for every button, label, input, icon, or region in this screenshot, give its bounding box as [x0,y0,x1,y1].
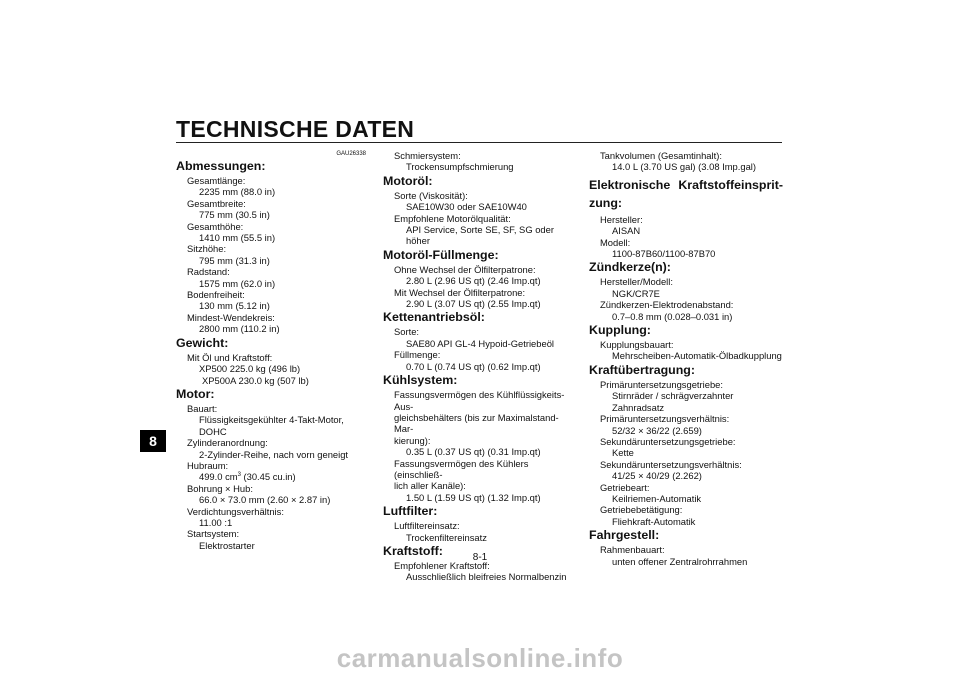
spec-value: 1100-87B60/1100-87B70 [612,248,716,260]
spec-value: Kette [612,447,634,459]
spec-label: Hersteller/Modell: [600,276,673,288]
spec-label: Tankvolumen (Gesamtinhalt): [600,150,722,161]
spec-label: Gesamtlänge: [187,175,246,186]
column-2 [383,150,577,583]
spec-label: Kupplungsbauart: [600,339,674,351]
spec-label: Primäruntersetzungsverhältnis: [600,413,730,425]
spec-value: NGK/CR7E [612,287,660,299]
spec-value: Mehrscheiben-Automatik-Ölbadkupplung [612,350,782,362]
spec-value: 130 mm (5.12 in) [199,300,270,312]
document-code: GAU26338 [336,151,366,157]
spec-label: Gesamthöhe: [187,220,244,232]
spec-label: Verdichtungsverhältnis: [187,505,284,517]
spec-value: unten offener Zentralrohrrahmen [612,555,748,567]
superscript: 3 [237,472,241,479]
spec-label: Empfohlener Kraftstoff: [394,559,490,571]
spec-label-line: kierung): [394,434,431,446]
spec-label: Modell: [600,236,631,248]
spec-value: XP500 225.0 kg (496 lb) [199,363,301,375]
spec-value: 2.90 L (3.07 US qt) (2.55 Imp.qt) [406,298,541,310]
heading-fuel: Kraftstoff: [383,543,443,558]
displacement-value [176,471,372,482]
heading-oil-quantity: Motoröl-Füllmenge: [383,247,499,262]
spec-value: Fliehkraft-Automatik [612,515,696,527]
spec-value: 14.0 L (3.70 US gal) (3.08 Imp.gal) [612,161,756,173]
spec-value: 2-Zylinder-Reihe, nach vorn geneigt [199,448,349,460]
spec-label: Startsystem: [187,528,240,540]
spec-value: SAE10W30 oder SAE10W40 [406,201,527,213]
spec-label: Getriebebetätigung: [600,504,683,516]
spec-label: Sekundäruntersetzungsverhältnis: [600,458,742,470]
spec-value: XP500A 230.0 kg (507 lb) [202,374,309,386]
spec-value: 66.0 × 73.0 mm (2.60 × 2.87 in) [199,494,331,506]
spec-value: 2800 mm (110.2 in) [199,323,280,335]
spec-label: Mit Öl und Kraftstoff: [187,351,273,363]
page-number: 8-1 [472,552,488,563]
spec-value: Elektrostarter [199,539,255,551]
spec-label-line: Fassungsvermögen des Kühlflüssigkeits-Aus- [394,389,565,412]
spec-label: Sorte (Viskosität): [394,189,468,201]
spec-label: Primäruntersetzungsgetriebe: [600,378,723,390]
heading-oil: Motoröl: [383,173,433,188]
spec-value: SAE80 API GL-4 Hypoid-Getriebeöl [406,337,554,349]
heading-air-filter: Luftfilter: [383,504,438,519]
spec-value: 1.50 L (1.59 US qt) (1.32 Imp.qt) [406,491,541,503]
heading-injection-line1: Elektronische Kraftstoffeinsprit- [589,177,783,192]
spec-label: Sekundäruntersetzungsgetriebe: [600,435,736,447]
spec-label: Zylinderanordnung: [187,437,268,449]
spec-value: 0.70 L (0.74 US qt) (0.62 Imp.qt) [406,360,541,372]
spec-value: API Service, Sorte SE, SF, SG oder höher [406,224,554,247]
chapter-tab: 8 [140,430,166,452]
spec-value: 499.0 cm [199,471,238,483]
spec-label-line: Fassungsvermögen des Kühlers (einschließ- [394,457,529,480]
title-underline [176,142,782,143]
spec-value: 775 mm (30.5 in) [199,209,270,221]
column-3 [589,150,783,567]
heading-chassis: Fahrgestell: [589,528,660,543]
spec-value: Flüssigkeitsgekühlter 4-Takt-Motor, DOHC [199,414,344,437]
spec-label: Luftfiltereinsatz: [394,520,460,532]
spec-label: Empfohlene Motorölqualität: [394,212,511,224]
spec-label: Sorte: [394,326,420,338]
spec-value: 1410 mm (55.5 in) [199,232,276,244]
spec-value: Trockensumpfschmierung [406,161,514,173]
heading-chain-oil: Kettenantriebsöl: [383,310,485,325]
spec-label: Bohrung × Hub: [187,482,253,494]
spec-value: (30.45 cu.in) [240,471,296,483]
spec-label: Sitzhöhe: [187,243,227,255]
spec-label: Schmiersystem: [394,150,461,161]
spec-value: AISAN [612,225,641,237]
spec-value: 0.7–0.8 mm (0.028–0.031 in) [612,310,733,322]
heading-transmission: Kraftübertragung: [589,362,696,377]
heading-weight: Gewicht: [176,335,229,350]
spec-value: Ausschließlich bleifreies Normalbenzin [406,571,567,583]
spec-label: Bauart: [187,402,218,414]
spec-label: Gesamtbreite: [187,197,246,209]
watermark: carmanualsonline.info [336,643,624,673]
column-1 [176,150,372,551]
heading-spark-plug: Zündkerze(n): [589,260,671,275]
spec-label: Radstand: [187,266,230,278]
spec-label: Mindest-Wendekreis: [187,311,275,323]
spec-value: 2.80 L (2.96 US qt) (2.46 Imp.qt) [406,275,541,287]
spec-value: 41/25 × 40/29 (2.262) [612,470,702,482]
spec-label: Getriebeart: [600,481,650,493]
heading-injection-line2: zung: [589,195,623,210]
spec-label: Bodenfreiheit: [187,289,245,301]
spec-value: 1575 mm (62.0 in) [199,277,276,289]
spec-value: 795 mm (31.3 in) [199,254,270,266]
spec-label: Hubraum: [187,459,229,471]
spec-label-line: gleichsbehälters (bis zur Maximalstand-Mar- [394,411,559,435]
spec-label: Mit Wechsel der Ölfilterpatrone: [394,286,526,298]
heading-clutch: Kupplung: [589,323,651,338]
spec-label: Hersteller: [600,213,643,225]
spec-label: Füllmenge: [394,349,441,361]
spec-value: 0.35 L (0.37 US qt) (0.31 Imp.qt) [406,446,541,458]
spec-value: Trockenfiltereinsatz [406,531,487,543]
page-title: TECHNISCHE DATEN [176,116,415,142]
heading-engine: Motor: [176,386,215,401]
heading-cooling: Kühlsystem: [383,373,458,388]
spec-value: 11.00 :1 [199,516,233,528]
spec-label: Zündkerzen-Elektrodenabstand: [600,299,734,311]
spec-label: Ohne Wechsel der Ölfilterpatrone: [394,263,536,275]
heading-dimensions: Abmessungen: [176,159,266,173]
spec-label: Rahmenbauart: [600,544,665,556]
spec-value: Keilriemen-Automatik [612,492,702,504]
spec-value: Stirnräder / schrägverzahnter Zahnradsatz [612,390,734,413]
spec-value: 2235 mm (88.0 in) [199,186,276,198]
spec-value: 52/32 × 36/22 (2.659) [612,424,702,436]
spec-label-line: lich aller Kanäle): [394,480,466,492]
